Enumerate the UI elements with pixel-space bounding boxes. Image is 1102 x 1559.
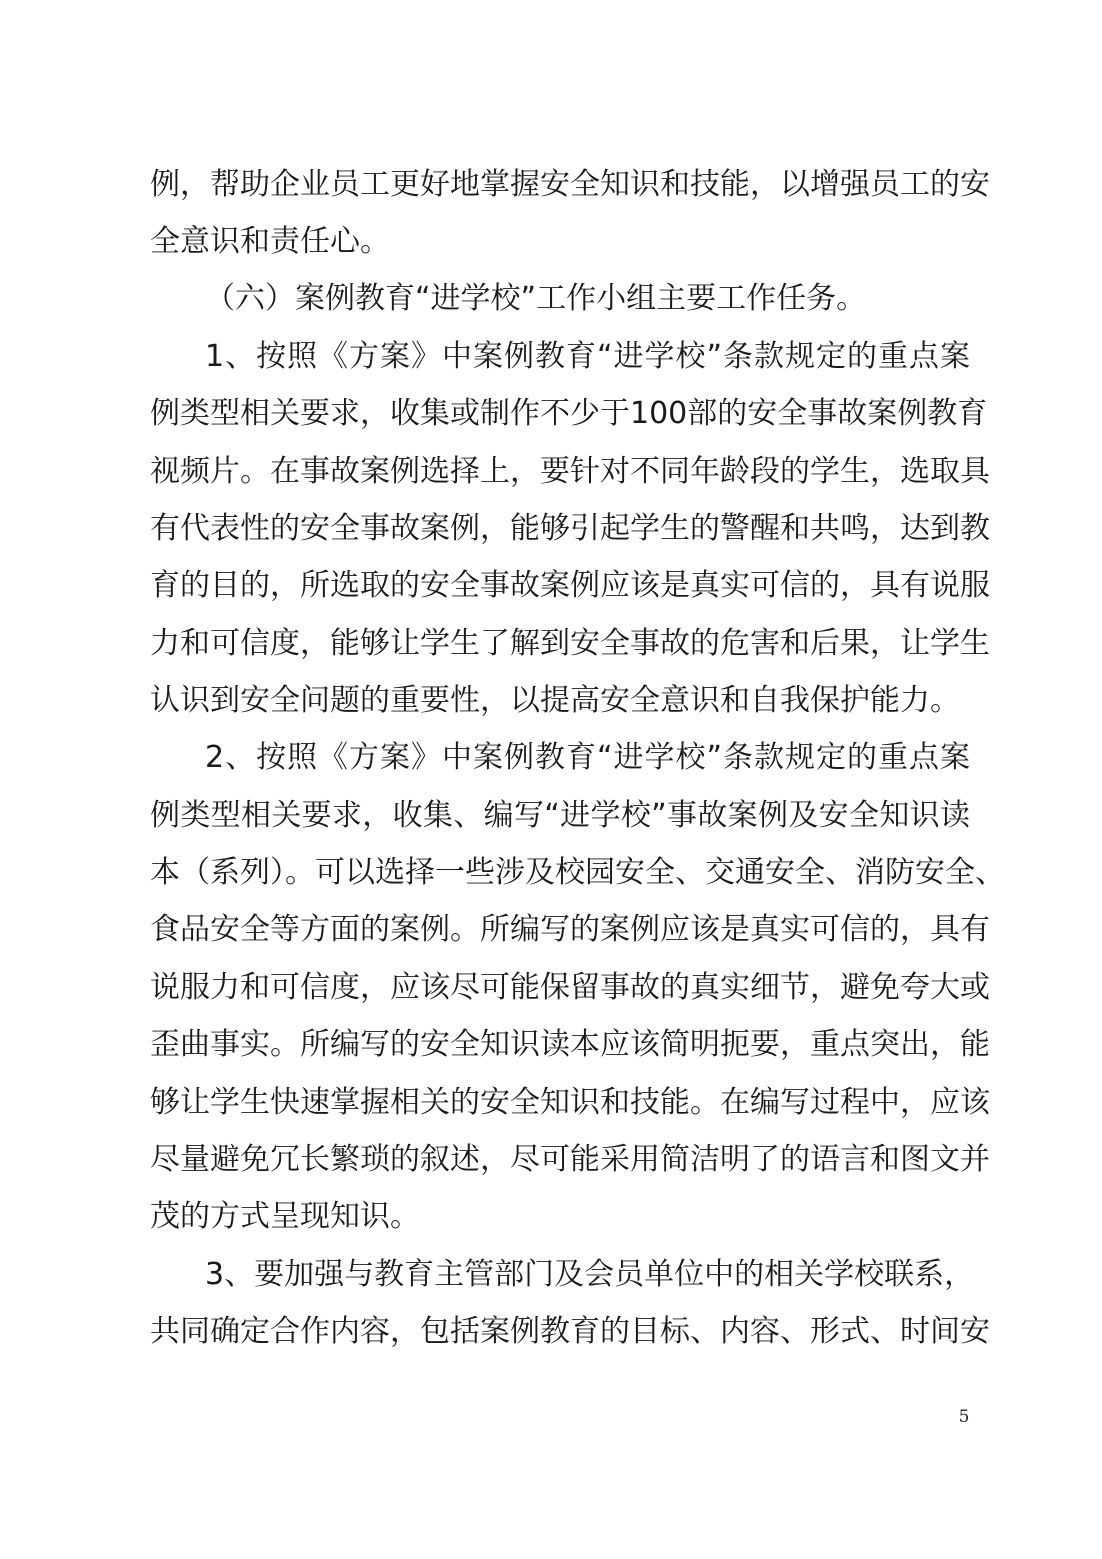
- page-number: 5: [958, 1407, 970, 1427]
- section-heading: （六）案例教育“进学校”工作小组主要工作任务。: [205, 281, 867, 316]
- text-line: 1、按照《方案》中案例教育“进学校”条款规定的重点案: [205, 339, 970, 374]
- text-line: 共同确定合作内容，包括案例教育的目标、内容、形式、时间安: [150, 1314, 990, 1349]
- text-line: 认识到安全问题的重要性，以提高安全意识和自我保护能力。: [150, 683, 960, 718]
- text-line: 本（系列）。可以选择一些涉及校园安全、交通安全、消防安全、: [150, 855, 1005, 890]
- text-line: 茂的方式呈现知识。: [150, 1199, 420, 1234]
- text-line: 视频片。在事故案例选择上，要针对不同年龄段的学生，选取具: [150, 454, 990, 489]
- text-line: 例，帮助企业员工更好地掌握安全知识和技能，以增强员工的安: [150, 167, 990, 202]
- text-line: 有代表性的安全事故案例，能够引起学生的警醒和共鸣，达到教: [150, 511, 990, 546]
- text-line: 3、要加强与教育主管部门及会员单位中的相关学校联系，: [205, 1257, 975, 1292]
- text-line: 例类型相关要求，收集或制作不少于100部的安全事故案例教育: [150, 396, 988, 431]
- text-line: 歪曲事实。所编写的安全知识读本应该简明扼要，重点突出，能: [150, 1027, 990, 1062]
- text-line: 例类型相关要求，收集、编写“进学校”事故案例及安全知识读: [150, 798, 970, 833]
- text-line: 全意识和责任心。: [150, 224, 390, 259]
- text-line: 尽量避免冗长繁琐的叙述，尽可能采用简洁明了的语言和图文并: [150, 1142, 990, 1177]
- text-line: 说服力和可信度，应该尽可能保留事故的真实细节，避免夸大或: [150, 970, 990, 1005]
- text-line: 力和可信度，能够让学生了解到安全事故的危害和后果，让学生: [150, 626, 990, 661]
- text-line: 2、按照《方案》中案例教育“进学校”条款规定的重点案: [205, 740, 970, 775]
- text-line: 食品安全等方面的案例。所编写的案例应该是真实可信的，具有: [150, 912, 990, 947]
- text-line: 够让学生快速掌握相关的安全知识和技能。在编写过程中，应该: [150, 1085, 990, 1120]
- text-line: 育的目的，所选取的安全事故案例应该是真实可信的，具有说服: [150, 568, 990, 603]
